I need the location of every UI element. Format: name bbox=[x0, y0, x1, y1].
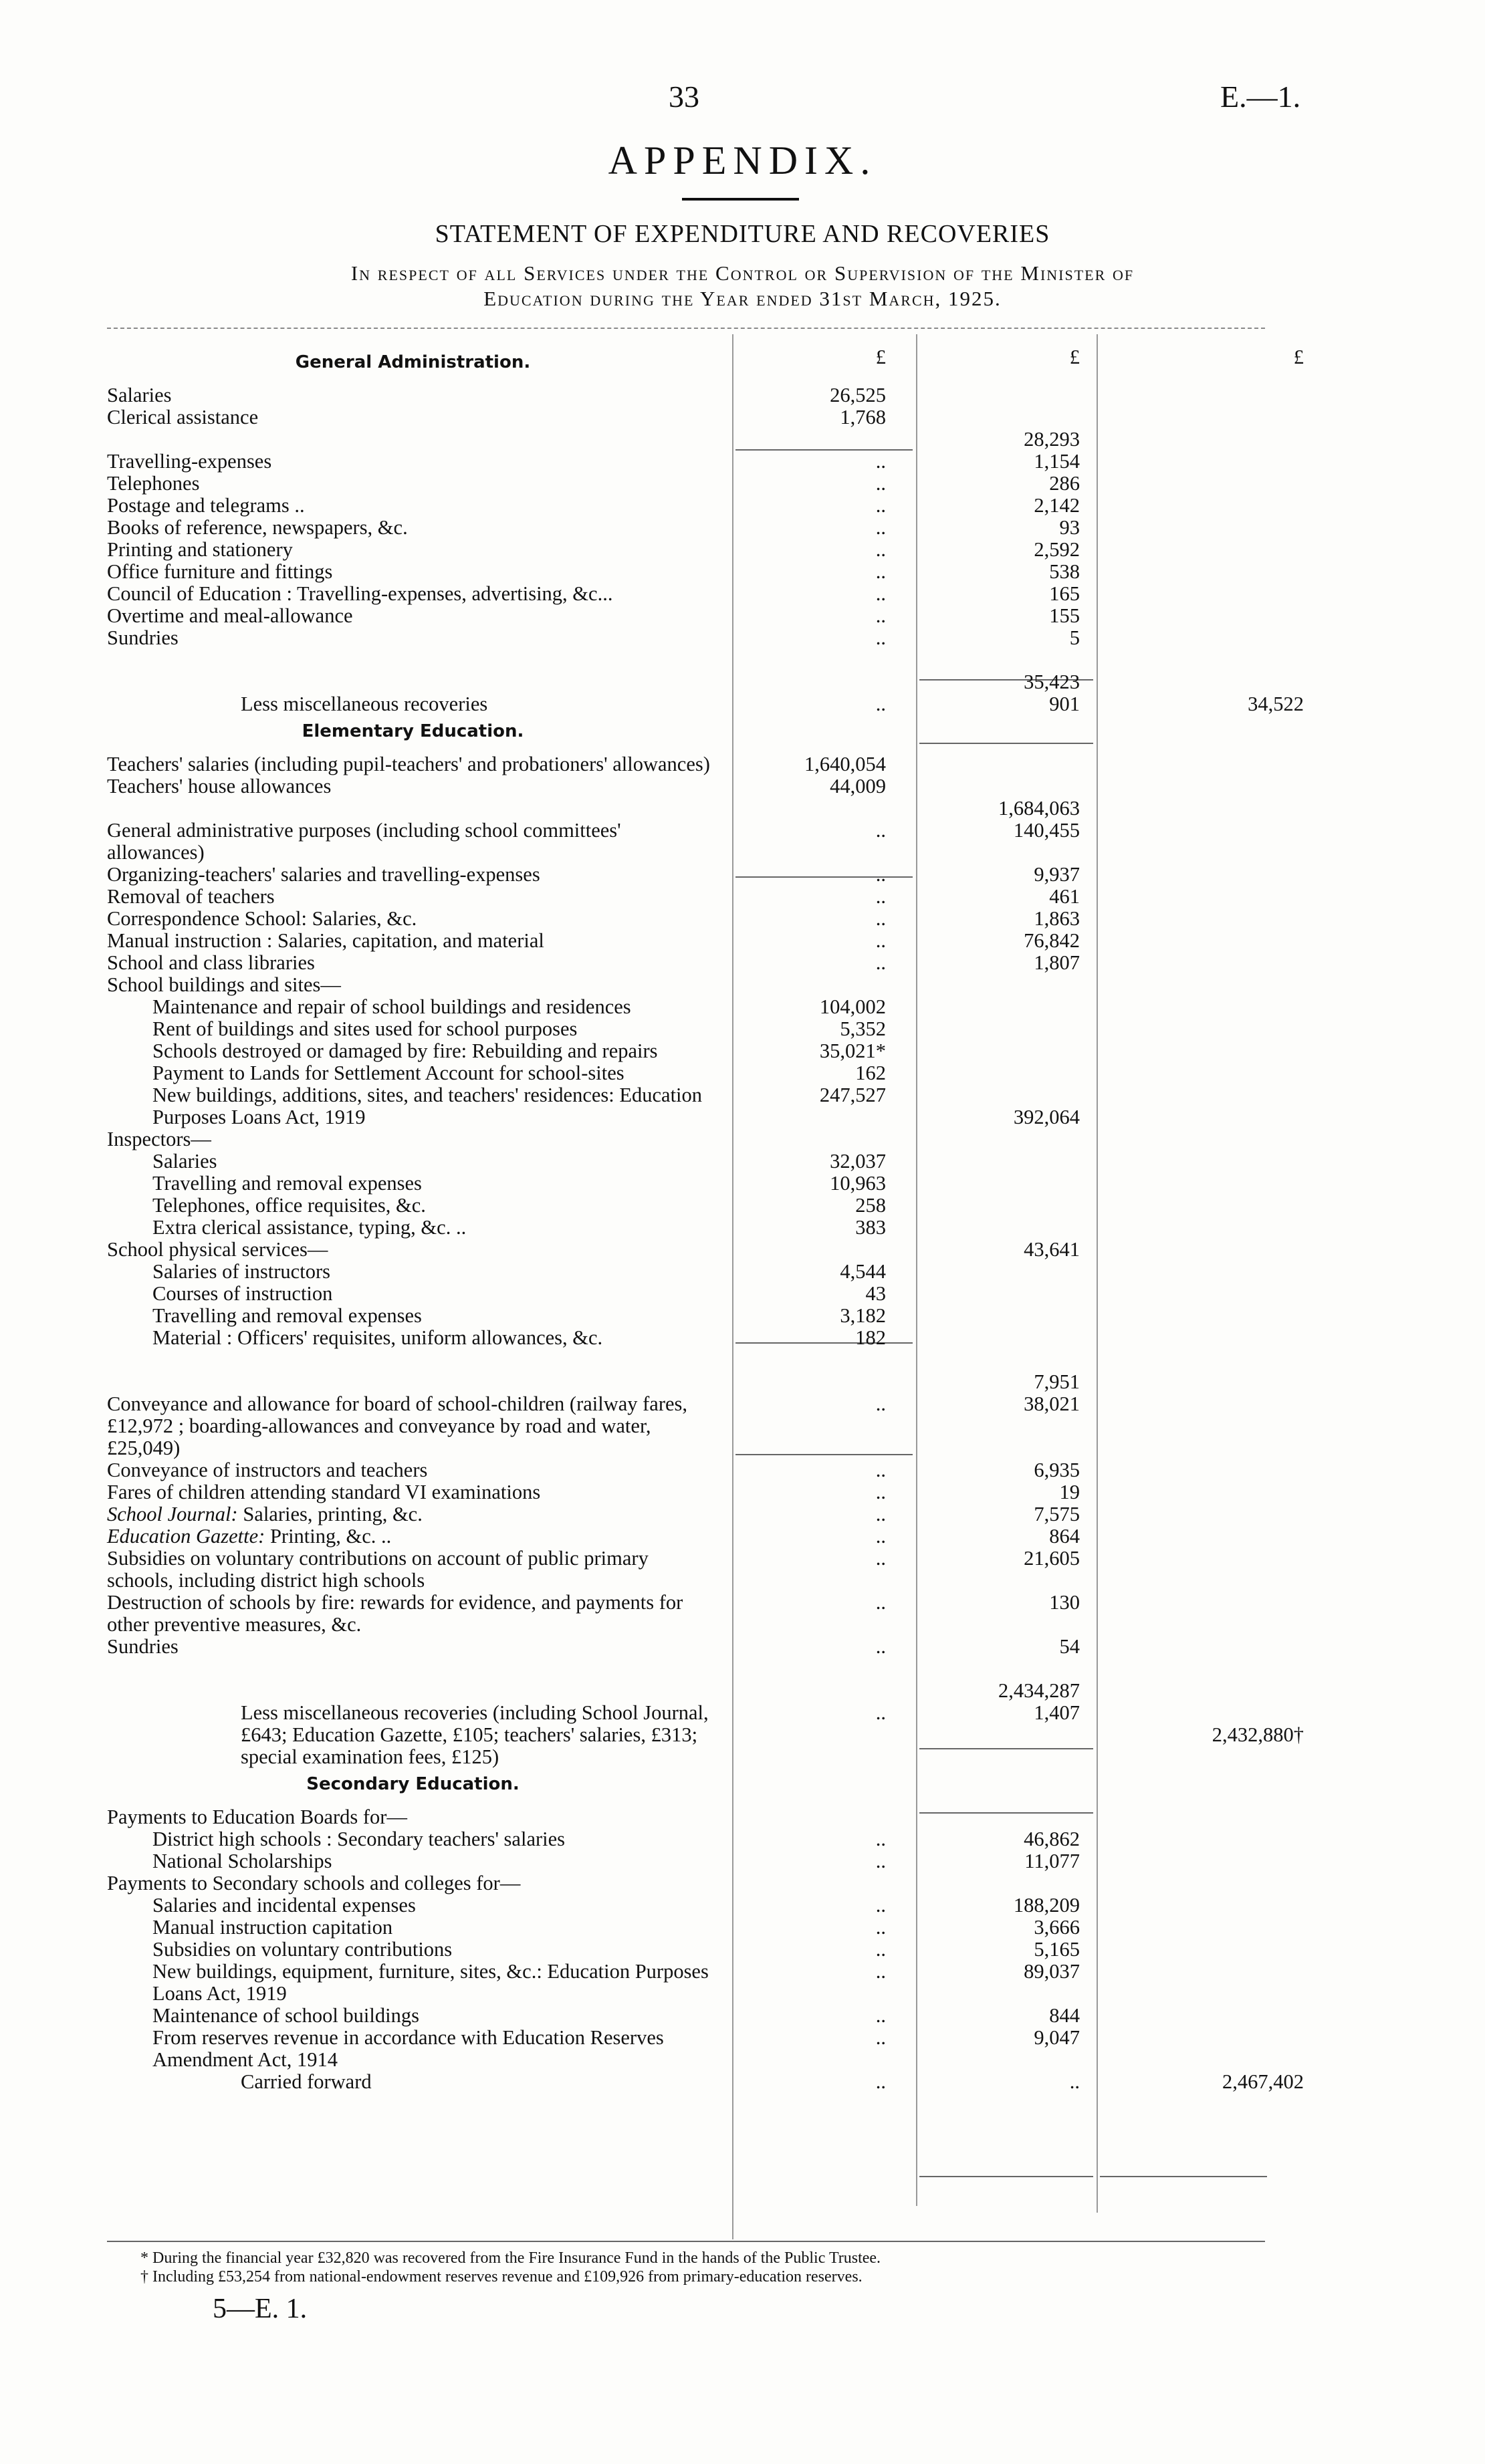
amount: 11,077 bbox=[1024, 1850, 1080, 1872]
table-row bbox=[107, 539, 1265, 561]
amount: .. bbox=[875, 929, 886, 952]
table-row bbox=[107, 1283, 1265, 1305]
amount: 9,047 bbox=[1034, 2026, 1080, 2049]
amount: .. bbox=[875, 516, 886, 539]
table-row bbox=[107, 1040, 1265, 1062]
table-row bbox=[107, 1806, 1265, 1828]
row-label: New buildings, equipment, furniture, sites, &c.: Education Purposes Loans Act, 1919 bbox=[152, 1960, 709, 2005]
table-row bbox=[107, 428, 1265, 451]
table-row bbox=[107, 1217, 1265, 1239]
column-header: £ bbox=[1069, 346, 1080, 368]
row-label-text: Printing, &c. .. bbox=[265, 1525, 392, 1548]
table-row bbox=[107, 1828, 1265, 1850]
amount: 3,182 bbox=[840, 1304, 886, 1327]
section-heading-row bbox=[107, 1768, 1265, 1806]
table-row bbox=[107, 1084, 1265, 1128]
table-row bbox=[107, 2070, 1304, 2093]
amount: .. bbox=[875, 819, 886, 842]
carried-forward-total: 2,467,402 bbox=[1222, 2070, 1304, 2093]
row-label: Conveyance of instructors and teachers bbox=[107, 1459, 428, 1481]
table-row bbox=[107, 495, 1265, 517]
amount: .. bbox=[875, 1916, 886, 1939]
row-label: Office furniture and fittings bbox=[107, 560, 333, 583]
amount: 461 bbox=[1049, 885, 1080, 908]
table-row bbox=[107, 1636, 1265, 1658]
amount: .. bbox=[875, 1547, 886, 1570]
amount: 9,937 bbox=[1034, 863, 1080, 886]
amount: 2,592 bbox=[1034, 538, 1080, 561]
amount: 1,154 bbox=[1034, 450, 1080, 473]
amount: .. bbox=[875, 1701, 886, 1724]
row-label: Removal of teachers bbox=[107, 885, 275, 908]
amount: 5,352 bbox=[840, 1017, 886, 1040]
amount: 258 bbox=[855, 1194, 886, 1217]
table-row bbox=[107, 583, 1265, 605]
amount: 6,935 bbox=[1034, 1459, 1080, 1481]
row-label bbox=[107, 797, 719, 820]
amount: 5,165 bbox=[1034, 1938, 1080, 1961]
subtotal: 1,684,063 bbox=[998, 797, 1080, 820]
table-row bbox=[107, 1701, 1304, 1768]
footnotes bbox=[140, 2249, 881, 2286]
table-row bbox=[107, 952, 1265, 974]
amount: 93 bbox=[1059, 516, 1080, 539]
row-label: Subsidies on voluntary contributions on account of public primary schools, including district high schools bbox=[107, 1547, 649, 1592]
amount: 89,037 bbox=[1024, 1960, 1080, 1983]
amount: 10,963 bbox=[830, 1172, 886, 1195]
table-row bbox=[107, 908, 1265, 930]
amount: 21,605 bbox=[1024, 1547, 1080, 1570]
amount: 188,209 bbox=[1013, 1894, 1080, 1917]
table-row bbox=[107, 1939, 1265, 1961]
row-label: School buildings and sites— bbox=[107, 973, 341, 996]
row-label: Fares of children attending standard VI examinations bbox=[107, 1481, 541, 1503]
row-label: Travelling-expenses bbox=[107, 450, 272, 473]
table-row bbox=[107, 1503, 1265, 1525]
row-label: Subsidies on voluntary contributions bbox=[152, 1938, 453, 1961]
footnote: † Including £53,254 from national-endowment reserves revenue and £109,926 from primary-education reserves. bbox=[140, 2268, 863, 2286]
table-row bbox=[107, 797, 1265, 820]
table-row bbox=[107, 627, 1265, 649]
amount: 76,842 bbox=[1024, 929, 1080, 952]
row-label: Less miscellaneous recoveries bbox=[241, 693, 488, 715]
row-label: Travelling and removal expenses bbox=[152, 1172, 422, 1195]
subtotal-rule bbox=[919, 2176, 1093, 2177]
subtotal: 43,641 bbox=[1024, 1238, 1080, 1261]
table-row bbox=[107, 2027, 1265, 2071]
row-label bbox=[107, 1680, 719, 1702]
row-label: Salaries and incidental expenses bbox=[152, 1894, 416, 1917]
amount: 2,142 bbox=[1034, 494, 1080, 517]
table-row bbox=[107, 886, 1265, 908]
amount: 383 bbox=[855, 1216, 886, 1239]
amount: 4,544 bbox=[840, 1260, 886, 1283]
row-label: District high schools : Secondary teachers' salaries bbox=[152, 1828, 566, 1850]
table-row bbox=[107, 1239, 1265, 1261]
table-row bbox=[107, 1393, 1265, 1459]
page-title: APPENDIX. bbox=[608, 138, 877, 182]
row-label: Salaries bbox=[107, 384, 172, 406]
table-row bbox=[107, 1917, 1265, 1939]
amount: 286 bbox=[1049, 472, 1080, 495]
row-label: Printing and stationery bbox=[107, 538, 293, 561]
amount: 54 bbox=[1059, 1635, 1080, 1658]
table-row bbox=[107, 753, 1265, 775]
amount: .. bbox=[1069, 2070, 1080, 2093]
amount: .. bbox=[875, 1828, 886, 1850]
amount: .. bbox=[875, 1894, 886, 1917]
table-row bbox=[107, 2005, 1265, 2027]
row-label bbox=[107, 1525, 719, 1548]
title-underline bbox=[682, 198, 799, 201]
amount: 844 bbox=[1049, 2004, 1080, 2027]
amount: .. bbox=[875, 450, 886, 473]
amount: .. bbox=[875, 1525, 886, 1548]
row-label: From reserves revenue in accordance with Education Reserves Amendment Act, 1914 bbox=[152, 2026, 664, 2071]
table-row bbox=[107, 1062, 1265, 1084]
amount: 140,455 bbox=[1013, 819, 1080, 842]
table-row bbox=[107, 384, 1265, 406]
row-label: Maintenance and repair of school buildings and residences bbox=[152, 995, 631, 1018]
row-label: Telephones, office requisites, &c. bbox=[152, 1194, 426, 1217]
table-row bbox=[107, 1327, 1265, 1349]
description-line: In respect of all Services under the Control or Supervision of the Minister of bbox=[350, 261, 1135, 285]
row-label-text: Salaries, printing, &c. bbox=[237, 1503, 423, 1525]
row-label bbox=[107, 671, 719, 693]
amount: .. bbox=[875, 951, 886, 974]
amount: 38,021 bbox=[1024, 1392, 1080, 1415]
amount: 104,002 bbox=[819, 995, 886, 1018]
subtotal-rule bbox=[1100, 2176, 1267, 2177]
table-row bbox=[107, 996, 1265, 1018]
row-label: New buildings, additions, sites, and teachers' residences: Education Purposes Loans Act, 1919 bbox=[152, 1084, 703, 1128]
section-heading-general: General Administration. bbox=[295, 352, 531, 372]
amount: .. bbox=[875, 1960, 886, 1983]
row-label: Less miscellaneous recoveries (including School Journal, £643; Education Gazette, £105; teachers' salaries, £313; special examination fees, £125) bbox=[241, 1701, 709, 1768]
amount: 5 bbox=[1069, 626, 1080, 649]
amount: 43 bbox=[865, 1282, 886, 1305]
table-row bbox=[107, 974, 1265, 996]
table-row bbox=[107, 693, 1304, 715]
amount: .. bbox=[875, 538, 886, 561]
table-row bbox=[107, 671, 1265, 693]
amount: 3,666 bbox=[1034, 1916, 1080, 1939]
amount: 7,575 bbox=[1034, 1503, 1080, 1525]
row-label: Schools destroyed or damaged by fire: Rebuilding and repairs bbox=[152, 1039, 658, 1062]
row-label: Payment to Lands for Settlement Account for school-sites bbox=[152, 1062, 624, 1084]
table-row bbox=[107, 1850, 1265, 1872]
footnote-divider bbox=[107, 2241, 1265, 2242]
row-label: Clerical assistance bbox=[107, 406, 259, 428]
page-number: 33 bbox=[669, 80, 699, 114]
document-reference: E.—1. bbox=[1220, 80, 1301, 114]
row-label: Manual instruction : Salaries, capitation, and material bbox=[107, 929, 544, 952]
amount: .. bbox=[875, 693, 886, 715]
amount: 46,862 bbox=[1024, 1828, 1080, 1850]
amount: 1,768 bbox=[840, 406, 886, 428]
row-label: Teachers' house allowances bbox=[107, 775, 332, 797]
amount: .. bbox=[875, 1481, 886, 1503]
publication-name: Education Gazette: bbox=[107, 1525, 265, 1548]
expenditure-statement bbox=[107, 346, 1304, 2093]
amount: 155 bbox=[1049, 604, 1080, 627]
row-label: Payments to Secondary schools and colleges for— bbox=[107, 1872, 521, 1894]
subtotal: 35,423 bbox=[1024, 670, 1080, 693]
amount: 901 bbox=[1049, 693, 1080, 715]
amount: 538 bbox=[1049, 560, 1080, 583]
statement-subtitle: STATEMENT OF EXPENDITURE AND RECOVERIES bbox=[435, 220, 1050, 248]
row-label bbox=[107, 1371, 719, 1393]
table-row bbox=[107, 406, 1265, 428]
amount: 247,527 bbox=[819, 1084, 886, 1106]
row-label: Telephones bbox=[107, 472, 200, 495]
amount: 19 bbox=[1059, 1481, 1080, 1503]
row-label: Conveyance and allowance for board of school-children (railway fares, £12,972 ; boarding-allowances and conveyance by road and water, £25,049) bbox=[107, 1392, 688, 1459]
table-row bbox=[107, 1525, 1265, 1548]
row-label: Teachers' salaries (including pupil-teachers' and probationers' allowances) bbox=[107, 753, 710, 775]
subtotal: 392,064 bbox=[1013, 1106, 1080, 1128]
footnote: * During the financial year £32,820 was recovered from the Fire Insurance Fund in the hands of the Public Trustee. bbox=[140, 2249, 881, 2267]
amount: 44,009 bbox=[830, 775, 886, 797]
row-label: National Scholarships bbox=[152, 1850, 332, 1872]
row-label: Books of reference, newspapers, &c. bbox=[107, 516, 408, 539]
subtotal: 2,434,287 bbox=[998, 1679, 1080, 1702]
amount: .. bbox=[875, 2070, 886, 2093]
table-row bbox=[107, 1481, 1265, 1503]
amount: .. bbox=[875, 2026, 886, 2049]
table-row bbox=[107, 1680, 1265, 1702]
row-label: Rent of buildings and sites used for school purposes bbox=[152, 1017, 578, 1040]
amount: .. bbox=[875, 560, 886, 583]
row-label bbox=[107, 428, 719, 451]
amount: 1,807 bbox=[1034, 951, 1080, 974]
section-total: 34,522 bbox=[1248, 693, 1304, 715]
row-label: Travelling and removal expenses bbox=[152, 1304, 422, 1327]
row-label: Carried forward bbox=[241, 2070, 372, 2093]
column-header: £ bbox=[875, 346, 886, 368]
row-label: Courses of instruction bbox=[152, 1282, 333, 1305]
amount: .. bbox=[875, 1591, 886, 1614]
table-row bbox=[107, 1894, 1265, 1917]
amount: 1,863 bbox=[1034, 907, 1080, 930]
table-row bbox=[107, 1872, 1265, 1894]
amount: .. bbox=[875, 907, 886, 930]
section-heading-row bbox=[107, 715, 1265, 753]
column-header-row bbox=[107, 346, 1304, 384]
row-label: Extra clerical assistance, typing, &c. .. bbox=[152, 1216, 467, 1239]
row-label: Payments to Education Boards for— bbox=[107, 1806, 407, 1828]
amount: 182 bbox=[855, 1326, 886, 1349]
subtotal: 28,293 bbox=[1024, 428, 1080, 451]
row-label: Sundries bbox=[107, 626, 179, 649]
table-row bbox=[107, 1961, 1265, 2005]
amount: .. bbox=[875, 494, 886, 517]
publication-name: School Journal: bbox=[107, 1503, 238, 1525]
table-row bbox=[107, 1548, 1265, 1592]
amount: .. bbox=[875, 1392, 886, 1415]
table-row bbox=[107, 1371, 1265, 1393]
table-row bbox=[107, 1018, 1265, 1040]
row-label: School and class libraries bbox=[107, 951, 315, 974]
printer-signature: 5—E. 1. bbox=[213, 2294, 308, 2324]
amount: .. bbox=[875, 885, 886, 908]
row-label: Organizing-teachers' salaries and travelling-expenses bbox=[107, 863, 540, 886]
statement-description bbox=[0, 261, 1485, 312]
amount: 35,021* bbox=[819, 1039, 886, 1062]
amount: 1,640,054 bbox=[804, 753, 886, 775]
subtotal: 7,951 bbox=[1034, 1370, 1080, 1393]
row-label: Salaries bbox=[152, 1150, 217, 1173]
table-row bbox=[107, 473, 1265, 495]
amount: .. bbox=[875, 472, 886, 495]
amount: .. bbox=[875, 1938, 886, 1961]
amount: .. bbox=[875, 863, 886, 886]
amount: .. bbox=[875, 1850, 886, 1872]
row-label: Overtime and meal-allowance bbox=[107, 604, 353, 627]
table-row bbox=[107, 1459, 1265, 1481]
amount: 32,037 bbox=[830, 1150, 886, 1173]
amount: .. bbox=[875, 582, 886, 605]
header-divider bbox=[107, 328, 1265, 329]
table-row bbox=[107, 930, 1265, 952]
amount: 26,525 bbox=[830, 384, 886, 406]
row-label: Correspondence School: Salaries, &c. bbox=[107, 907, 417, 930]
row-label: Inspectors— bbox=[107, 1128, 211, 1150]
amount: .. bbox=[875, 626, 886, 649]
table-row bbox=[107, 561, 1265, 583]
table-row bbox=[107, 1150, 1265, 1173]
row-label: Material : Officers' requisites, uniform allowances, &c. bbox=[152, 1326, 603, 1349]
amount: 864 bbox=[1049, 1525, 1080, 1548]
amount: 1,407 bbox=[1034, 1701, 1080, 1724]
section-heading-secondary: Secondary Education. bbox=[306, 1774, 520, 1794]
table-row bbox=[107, 1305, 1265, 1327]
row-label: Salaries of instructors bbox=[152, 1260, 330, 1283]
amount: .. bbox=[875, 604, 886, 627]
table-row bbox=[107, 1261, 1265, 1283]
table-row bbox=[107, 775, 1265, 797]
row-label: Sundries bbox=[107, 1635, 179, 1658]
row-label: Destruction of schools by fire: rewards for evidence, and payments for other preventive measures, &c. bbox=[107, 1591, 683, 1636]
table-row bbox=[107, 1195, 1265, 1217]
amount: .. bbox=[875, 1635, 886, 1658]
amount: .. bbox=[875, 1503, 886, 1525]
table-row bbox=[107, 1592, 1265, 1636]
row-label: General administrative purposes (including school committees' allowances) bbox=[107, 819, 621, 864]
row-label: Manual instruction capitation bbox=[152, 1916, 393, 1939]
row-label: Maintenance of school buildings bbox=[152, 2004, 419, 2027]
column-header: £ bbox=[1293, 346, 1304, 368]
description-line: Education during the Year ended 31st March, 1925. bbox=[483, 287, 1002, 310]
table-row bbox=[107, 517, 1265, 539]
table-row bbox=[107, 451, 1265, 473]
amount: .. bbox=[875, 2004, 886, 2027]
row-label bbox=[107, 1503, 719, 1525]
table-row bbox=[107, 864, 1265, 886]
amount: 130 bbox=[1049, 1591, 1080, 1614]
table-row bbox=[107, 605, 1265, 627]
row-label: School physical services— bbox=[107, 1238, 328, 1261]
table-row bbox=[107, 1173, 1265, 1195]
table-row bbox=[107, 820, 1265, 864]
section-total: 2,432,880† bbox=[1212, 1723, 1304, 1746]
amount: 162 bbox=[855, 1062, 886, 1084]
row-label: Council of Education : Travelling-expenses, advertising, &c... bbox=[107, 582, 613, 605]
section-heading-elementary: Elementary Education. bbox=[302, 721, 524, 741]
amount: 165 bbox=[1049, 582, 1080, 605]
table-row bbox=[107, 1128, 1265, 1150]
amount: .. bbox=[875, 1459, 886, 1481]
row-label: Postage and telegrams .. bbox=[107, 494, 305, 517]
